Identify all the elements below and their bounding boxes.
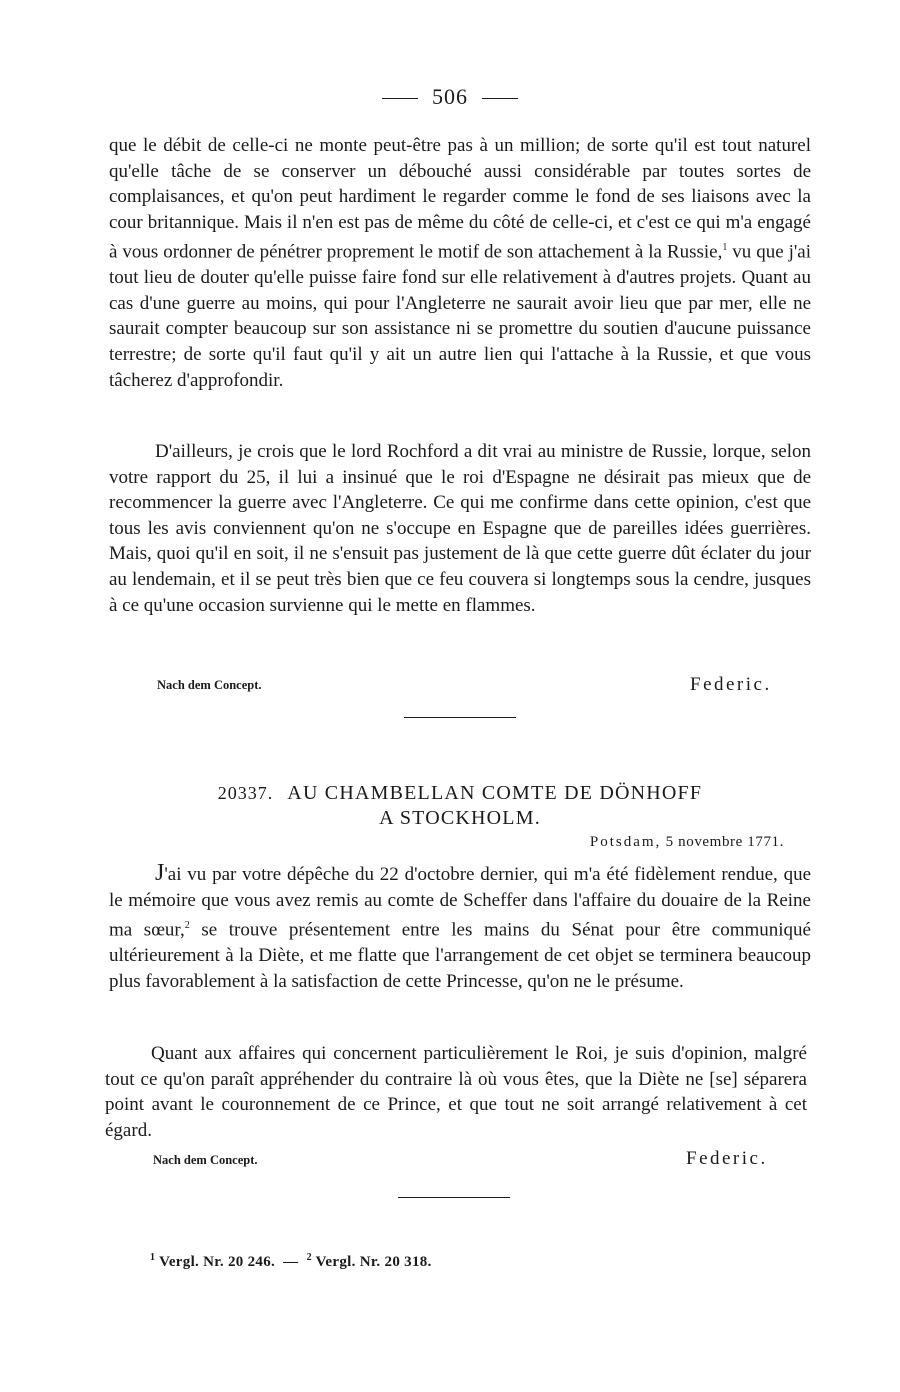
page-number-dash-right [482, 98, 518, 99]
footnote-1-text: Vergl. Nr. 20 246. [159, 1254, 276, 1270]
document-heading-line-1 [0, 781, 900, 806]
footnote-1-mark: 1 [150, 1252, 156, 1263]
dateline [590, 834, 784, 851]
letter1-source-note: Nach dem Concept. [157, 678, 262, 692]
letter2-paragraph-1-rest: se trouve présentement entre les mains du Sénat pour être communiqué ultérieurement à la Diète, et me flatte que l'arrangement de cet objet se terminera beaucoup plus favorablement à la satisfaction de cette Princesse, qu'on ne le présume. [109, 919, 811, 992]
footnote-2-mark: 2 [306, 1252, 312, 1263]
dateline-date: 5 novembre 1771. [665, 834, 784, 850]
footnote-marker-1: 1 [722, 242, 728, 254]
footnote-2-text: Vergl. Nr. 20 318. [315, 1254, 432, 1270]
document-heading-line-2: A STOCKHOLM. [379, 807, 541, 829]
dateline-place: Potsdam, [589, 834, 662, 850]
letter1-paragraph-2: D'ailleurs, je crois que le lord Rochford a dit vrai au ministre de Russie, lorque, selon votre rapport du 25, il lui a insinué que le roi d'Espagne ne désirait pas mieux que de recommencer la guerre avec l'Angleterre. Ce qui me confirme dans cette opinion, c'est que tous les avis conviennent qu'on ne s'occupe en Espagne que de pareilles idées guerrières. Mais, quoi qu'il en soit, il ne s'ensuit pas justement de là que cette guerre dût éclater du jour au lendemain, et il se peut très bien que ce feu couvera si longtemps sous la cendre, jusques à ce qu'une occasion survienne qui le mette en flammes. [109, 441, 811, 616]
document-number: 20337. [217, 783, 274, 803]
letter2-paragraph-2: Quant aux affaires qui concernent particulièrement le Roi, je suis d'opinion, malgré tout ce qu'on paraît appréhender du contraire là où vous êtes, que la Diète ne [se] séparera point avant le couronnement de ce Prince, et que tout ne soit arrangé relativement à cet égard. [105, 1043, 807, 1141]
page-number [0, 84, 900, 110]
section-divider-2 [398, 1197, 510, 1198]
letter2-initial: J [155, 860, 165, 886]
letter1-signature: Federic. [690, 674, 772, 695]
section-divider-1 [404, 717, 516, 718]
letter2-paragraph-1-text: 'ai vu par votre dépêche du 22 d'octobre dernier, qui m'a été fidèlement rendue, que le mémoire que vous avez remis au comte de Scheffer dans l'affaire du douaire de la Reine ma sœur, [109, 864, 811, 941]
letter1-paragraph-1-rest: vu que j'ai tout lieu de douter qu'elle puisse faire fond sur elle relativement à d'autres projets. Quant au cas d'une guerre au moins, qui pour l'Angleterre ne saurait avoir lieu que par mer, elle ne saurait compter beaucoup sur son assistance ni se promettre du soutien d'aucune puissance terrestre; de sorte qu'il faut qu'il y ait un autre lien qui l'attache à la Russie, et que vous tâcherez d'approfondir. [109, 241, 811, 391]
letter2-signature: Federic. [686, 1148, 768, 1169]
footnote-marker-2: 2 [184, 920, 190, 932]
letter2-paragraph-1 [109, 861, 811, 994]
footnotes [150, 1252, 432, 1271]
page-number-dash-left [382, 98, 418, 99]
document-addressee: AU CHAMBELLAN COMTE DE DÖNHOFF [287, 782, 703, 804]
letter1-paragraph-1-text: que le débit de celle-ci ne monte peut-être pas à un million; de sorte qu'il est tout naturel qu'elle tâche de se conserver un débouché aussi considérable par toutes sortes de complaisances, et qu'on peut hardiment le regarder comme le fond de ses liaisons avec la cour britannique. Mais il n'en est pas de même du côté de celle-ci, et c'est ce qui m'a engagé à vous ordonner de pénétrer proprement le motif de son attachement à la Russie, [109, 135, 811, 263]
footnote-separator: — [283, 1254, 299, 1270]
letter2-source-note: Nach dem Concept. [153, 1153, 258, 1167]
page-number-text: 506 [432, 84, 468, 109]
letter1-paragraph-1 [109, 133, 811, 393]
